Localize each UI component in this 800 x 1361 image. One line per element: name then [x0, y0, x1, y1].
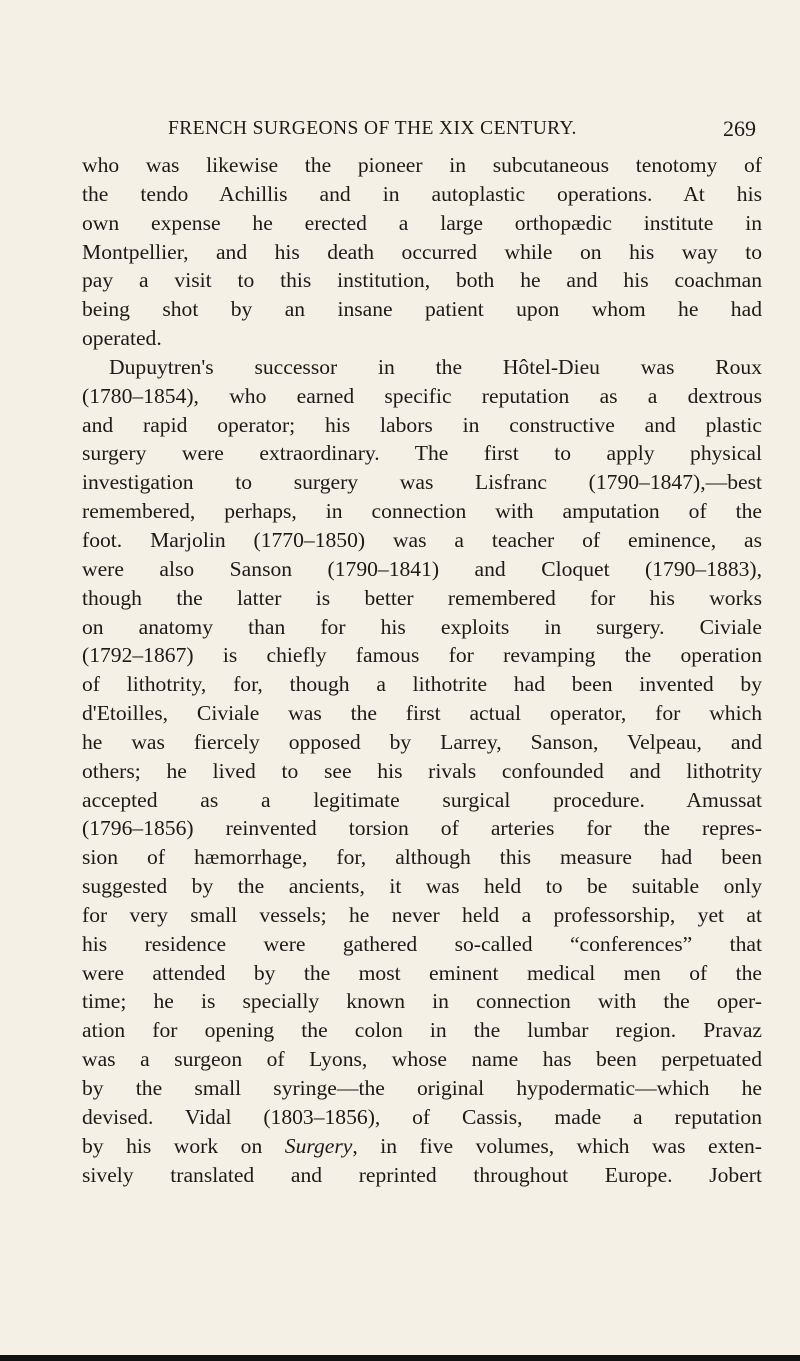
paragraph-first-line: Dupuytren's successor in the Hôtel-Dieu was Roux	[109, 354, 762, 379]
text-line: who was likewise the pioneer in subcutaneous tenotomy of	[82, 153, 762, 177]
text-line: (1792–1867) is chiefly famous for revamping the operation	[82, 643, 762, 668]
text-line: ation for opening the colon in the lumbar region. Pravaz	[82, 1018, 762, 1043]
text-fragment: by his work on	[82, 1133, 285, 1158]
text-line: were attended by the most eminent medical men of the	[82, 960, 762, 985]
text-line: he was fiercely opposed by Larrey, Sanson, Velpeau, and	[82, 729, 762, 754]
text-fragment: , in five volumes, which was exten-	[352, 1133, 762, 1158]
body-text	[82, 151, 762, 1189]
text-line: operated.	[82, 326, 162, 351]
text-line: own expense he erected a large orthopædic institute in	[82, 210, 762, 235]
text-line: of lithotrity, for, though a lithotrite had been invented by	[82, 672, 762, 697]
text-line: and rapid operator; his labors in constructive and plastic	[82, 412, 762, 437]
text-line: sively translated and reprinted throughout Europe. Jobert	[82, 1162, 762, 1187]
text-line: being shot by an insane patient upon whom he had	[82, 297, 762, 322]
text-line: time; he is specially known in connection with the oper-	[82, 989, 762, 1014]
text-line: though the latter is better remembered for his works	[82, 585, 762, 610]
text-line: by the small syringe—the original hypodermatic—which he	[82, 1076, 762, 1100]
text-line: devised. Vidal (1803–1856), of Cassis, made a reputation	[82, 1104, 762, 1129]
text-line	[82, 1132, 762, 1161]
book-title: Surgery	[284, 1133, 353, 1158]
text-line: surgery were extraordinary. The first to apply physical	[82, 441, 762, 466]
text-line: suggested by the ancients, it was held to be suitable only	[82, 874, 762, 899]
text-line: were also Sanson (1790–1841) and Cloquet (1790–1883),	[82, 556, 762, 581]
text-line: on anatomy than for his exploits in surgery. Civiale	[82, 614, 762, 639]
text-line: remembered, perhaps, in connection with amputation of the	[82, 499, 762, 524]
running-head: FRENCH SURGEONS OF THE XIX CENTURY.	[168, 118, 577, 139]
text-line: (1780–1854), who earned specific reputation as a dextrous	[82, 383, 762, 408]
page-number: 269	[723, 116, 756, 141]
text-line: for very small vessels; he never held a professorship, yet at	[82, 902, 762, 927]
text-line: pay a visit to this institution, both he and his coachman	[82, 268, 762, 293]
text-line: sion of hæmorrhage, for, although this measure had been	[82, 845, 762, 870]
text-line: accepted as a legitimate surgical procedure. Amussat	[82, 787, 762, 812]
text-line: was a surgeon of Lyons, whose name has been perpetuated	[82, 1047, 762, 1072]
text-line: the tendo Achillis and in autoplastic operations. At his	[82, 181, 762, 206]
text-line: his residence were gathered so-called “conferences” that	[82, 931, 762, 956]
text-line: Montpellier, and his death occurred while on his way to	[82, 239, 762, 264]
bottom-edge-rule	[0, 1355, 800, 1361]
text-line: d'Etoilles, Civiale was the first actual operator, for which	[82, 701, 762, 726]
text-line: (1796–1856) reinvented torsion of arteries for the repres-	[82, 816, 762, 841]
text-line: others; he lived to see his rivals confounded and lithotrity	[82, 758, 762, 783]
text-line: foot. Marjolin (1770–1850) was a teacher of eminence, as	[82, 527, 762, 552]
text-line: investigation to surgery was Lisfranc (1790–1847),—best	[82, 470, 762, 495]
